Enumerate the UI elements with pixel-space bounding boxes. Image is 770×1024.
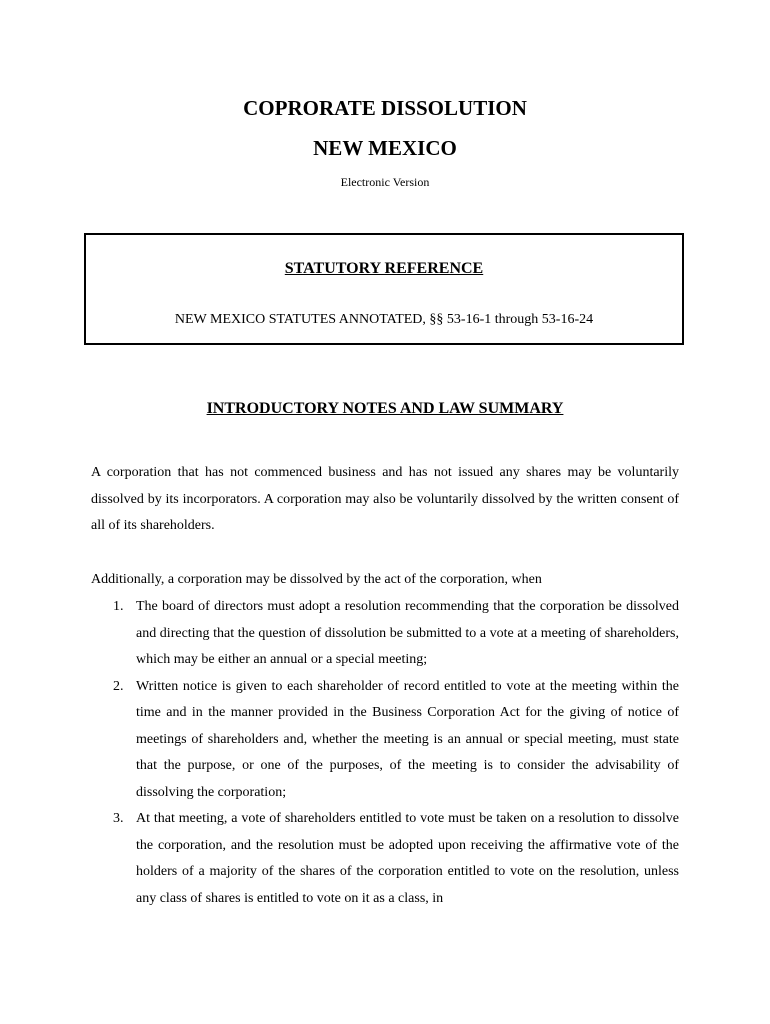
document-version: Electronic Version (340, 175, 430, 189)
list-item (91, 806, 679, 912)
list-item-text: The board of directors must adopt a resolution recommending that the corporation be dissolved and directing that the question of dissolution be submitted to a vote at a meeting of shareholders, which may be either an annual or a special meeting; (136, 599, 679, 667)
list-item (91, 594, 679, 674)
statutory-reference-box (84, 233, 684, 345)
statutory-reference-heading: STATUTORY REFERENCE (284, 260, 484, 277)
document-title: COPRORATE DISSOLUTION (243, 96, 527, 120)
list-item-number: 1. (113, 599, 124, 614)
statutory-reference-text: NEW MEXICO STATUTES ANNOTATED, §§ 53-16-1 through 53-16-24 (174, 312, 594, 327)
dissolution-steps-list (91, 594, 679, 912)
document-state-title: NEW MEXICO (313, 136, 457, 160)
list-item-number: 2. (113, 678, 124, 694)
list-item-text: At that meeting, a vote of shareholders entitled to vote must be taken on a resolution to dissolve the corporation, and the resolution must be adopted upon receiving the affirmative vote of the holders of a majority of the shares of the corporation entitled to vote on the resolution, unless any class of shares is entitled to vote on it as a class, in (136, 811, 679, 906)
intro-paragraph-lead: Additionally, a corporation may be dissolved by the act of the corporation, when (91, 572, 542, 587)
list-item-number: 3. (113, 811, 124, 826)
intro-heading: INTRODUCTORY NOTES AND LAW SUMMARY (206, 400, 564, 417)
intro-paragraph: A corporation that has not commenced business and has not issued any shares may be voluntarily dissolved by its incorporators. A corporation may also be voluntarily dissolved by the written consent of all of its shareholders. (91, 465, 679, 533)
list-item-text: Written notice is given to each shareholder of record entitled to vote at the meeting within the time and in the manner provided in the Business Corporation Act for the giving of notice of meetings of shareholders and, whether the meeting is an annual or special meeting, must state that the purpose, or one of the purposes, of the meeting is to consider the advisability of dissolving the corporation; (136, 678, 679, 800)
list-item (91, 674, 679, 807)
